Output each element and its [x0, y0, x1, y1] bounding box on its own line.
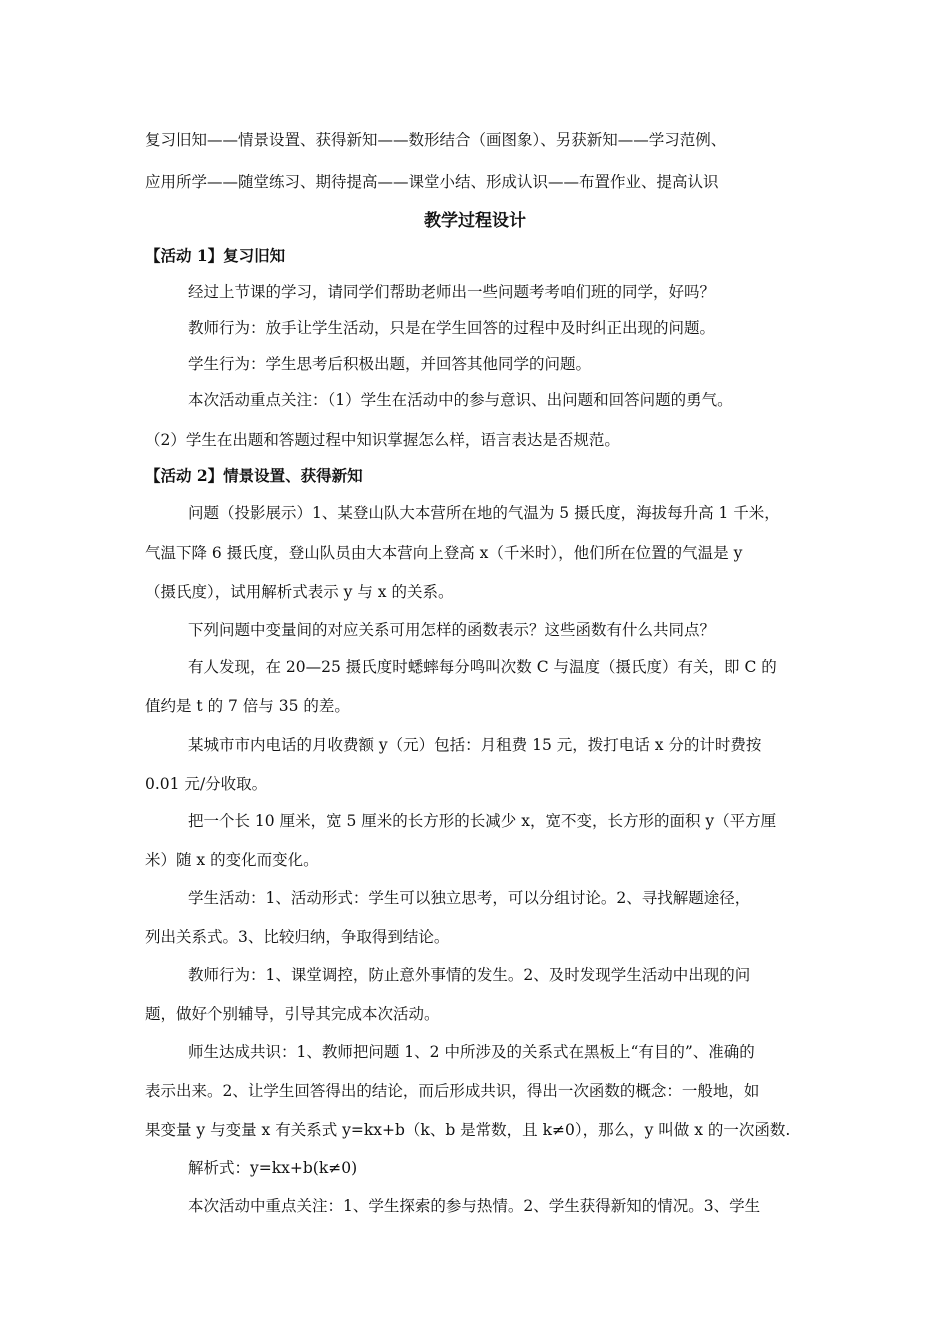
student-activity-line-1: 学生活动：1、活动形式：学生可以独立思考，可以分组讨论。2、寻找解题途径， — [188, 889, 751, 907]
example-2-line-2: 0.01 元/分收取。 — [145, 775, 268, 793]
example-1-line-2: 值约是 t 的 7 倍与 35 的差。 — [145, 697, 350, 715]
question-1-line-1: 问题（投影展示）1、某登山队大本营所在地的气温为 5 摄氏度，海拔每升高 1 千米， — [188, 504, 780, 522]
activity-2-focus-line-1: 本次活动中重点关注：1、学生探索的参与热情。2、学生获得新知的情况。3、学生 — [188, 1197, 761, 1215]
question-1-line-2: 气温下降 6 摄氏度，登山队员由大本营向上登高 x（千米时），他们所在位置的气温是 y — [145, 544, 743, 562]
intro-line-1: 复习旧知——情景设置、获得新知——数形结合（画图象）、另获新知——学习范例、 — [145, 131, 727, 149]
teacher-behavior-line-1: 教师行为：1、课堂调控，防止意外事情的发生。2、及时发现学生活动中出现的问 — [188, 966, 751, 984]
example-3-line-1: 把一个长 10 厘米，宽 5 厘米的长方形的长减少 x，宽不变，长方形的面积 y（平方厘 — [188, 812, 777, 830]
activity-1-focus-line-2: （2）学生在出题和答题过程中知识掌握怎么样，语言表达是否规范。 — [145, 431, 620, 449]
activity-1-teacher-behavior: 教师行为：放手让学生活动，只是在学生回答的过程中及时纠正出现的问题。 — [188, 319, 716, 337]
example-2-line-1: 某城市市内电话的月收费额 y（元）包括：月租费 15 元，拨打电话 x 分的计时费按 — [188, 736, 762, 754]
consensus-line-1: 师生达成共识：1、教师把问题 1、2 中所涉及的关系式在黑板上“有目的”、准确的 — [188, 1043, 755, 1061]
example-1-line-1: 有人发现，在 20—25 摄氏度时蟋蟀每分鸣叫次数 C 与温度（摄氏度）有关，即 C 的 — [188, 658, 777, 676]
activity-2-heading: 【活动 2】情景设置、获得新知 — [145, 466, 363, 485]
activity-1-student-behavior: 学生行为：学生思考后积极出题，并回答其他同学的问题。 — [188, 355, 592, 373]
teacher-behavior-line-2: 题，做好个别辅导，引导其完成本次活动。 — [145, 1005, 440, 1023]
student-activity-line-2: 列出关系式。3、比较归纳，争取得到结论。 — [145, 928, 450, 946]
example-3-line-2: 米）随 x 的变化而变化。 — [145, 851, 319, 869]
page-title: 教学过程设计 — [424, 211, 526, 231]
consensus-line-3: 果变量 y 与变量 x 有关系式 y=kx+b（k、b 是常数，且 k≠0），那么，y 叫做 x 的一次函数. — [145, 1121, 791, 1139]
intro-line-2: 应用所学——随堂练习、期待提高——课堂小结、形成认识——布置作业、提高认识 — [145, 173, 719, 191]
consensus-line-2: 表示出来。2、让学生回答得出的结论，而后形成共识，得出一次函数的概念：一般地，如 — [145, 1082, 760, 1100]
question-1-line-3: （摄氏度），试用解析式表示 y 与 x 的关系。 — [145, 583, 454, 601]
activity-1-focus-line-1: 本次活动重点关注：（1）学生在活动中的参与意识、出问题和回答问题的勇气。 — [188, 391, 733, 409]
question-prompt: 下列问题中变量间的对应关系可用怎样的函数表示？这些函数有什么共同点？ — [188, 621, 716, 639]
activity-1-paragraph-1: 经过上节课的学习，请同学们帮助老师出一些问题考考咱们班的同学，好吗？ — [188, 283, 716, 301]
formula-line: 解析式：y=kx+b(k≠0) — [188, 1159, 358, 1177]
activity-1-heading: 【活动 1】复习旧知 — [145, 246, 286, 265]
